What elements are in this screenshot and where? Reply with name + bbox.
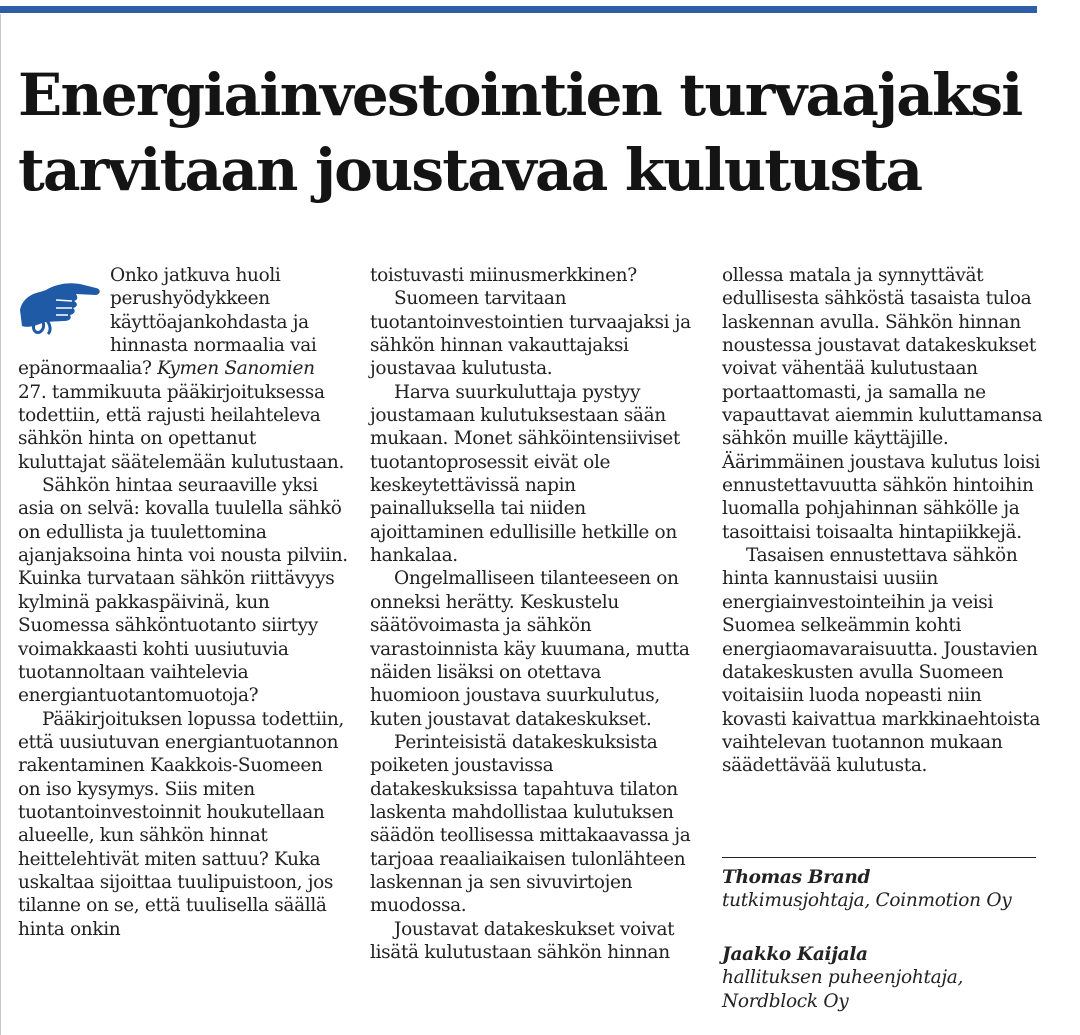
paragraph-text: Onko jatkuva huoli perushyödykkeen käyttöajankohdasta ja hinnasta normaalia vai epänormaalia? [18, 265, 317, 380]
paragraph: ollessa matala ja synnyttävät edullisesta sähköstä tasaista tuloa laskennan avulla. Sähkön hinnan noustessa joustavat datakeskukset voivat vähentää kulutustaan portaattomasti, ja samalla ne vapauttavat aiemmin kuluttamansa sähkön muille käyttäjille. Äärimmäinen joustava kulutus loisi ennustettavuutta sähkön hintoihin luomalla pohjahinnan sähkölle ja tasoittaisi toisaalta hintapiikkejä. [722, 265, 1043, 543]
paragraph: Harva suurkuluttaja pystyy joustamaan kulutuksestaan sään mukaan. Monet sähköintensiiviset tuotantoprosessit eivät ole keskeytettävissä napin painalluksella tai niiden ajoittaminen edullisille hetkille on hankalaa. [370, 381, 680, 567]
paragraph [18, 264, 348, 474]
article-column-1 [18, 264, 348, 941]
author-signature [722, 943, 1052, 1013]
source-name: Kymen Sanomien [157, 358, 315, 380]
headline: Energiainvestointien turvaajaksi tarvitaan joustavaa kulutusta [18, 61, 1022, 204]
byline-divider [722, 857, 1036, 858]
author-name: Jaakko Kaijala [722, 944, 868, 965]
author-role: tutkimusjohtaja, Coinmotion Oy [722, 890, 1012, 912]
paragraph: Tasaisen ennustettava sähkön hinta kannustaisi uusiin energiainvestointeihin ja veisi Suomea selkeämmin kohti energiaomavaraisuutta. Joustavien datakeskusten avulla Suomeen voitaisiin luoda nopeasti niin kovasti kaivattua markkinaehtoista vaihtelevan tuotannon mukaan säädettävää kulutusta. [722, 545, 1040, 777]
article-column-3 [722, 264, 1048, 778]
top-accent-bar [0, 6, 1037, 13]
paragraph: toistuvasti miinusmerkkinen? [370, 265, 637, 286]
author-role: hallituksen puheenjohtaja, Nordblock Oy [722, 967, 964, 1012]
paragraph: Ongelmalliseen tilanteeseen on onneksi herätty. Keskustelu säätövoimasta ja sähkön varastoinnista käy kuumana, mutta näiden lisäksi on otettava huomioon joustava suurkulutus, kuten joustavat datakeskukset. [370, 568, 690, 730]
paragraph: Joustavat datakeskukset voivat lisätä kulutustaan sähkön hinnan [370, 918, 675, 963]
paragraph: Perinteisistä datakeskuksista poiketen joustavissa datakeskuksissa tapahtuva tilaton laskenta mahdollistaa kulutuksen säädön teollisessa mittakaavassa ja tarjoaa reaaliaikaisen tulonlähteen laskennan ja sen sivuvirtojen muodossa. [370, 731, 691, 917]
paragraph: Sähkön hintaa seuraaville yksi asia on selvä: kovalla tuulella sähkö on edullista ja tuulettomina ajanjaksoina hinta voi nousta pilviin. Kuinka turvataan sähkön riittävyys kylminä pakkaspäivinä, kun Suomessa sähköntuotanto siirtyy voimakkaasti kohti uusiutuvia tuotannoltaan vaihtelevia energiantuotantomuotoja? [18, 475, 348, 707]
article-column-2 [370, 264, 696, 964]
paragraph-text: 27. tammikuuta pääkirjoituksessa todettiin, että rajusti heilahteleva sähkön hinta on opettanut kuluttajat säätelemään kulutustaan. [18, 381, 344, 473]
pointing-hand-icon [16, 270, 102, 336]
author-name: Thomas Brand [722, 867, 871, 888]
column-divider [0, 14, 1, 1035]
paragraph: Suomeen tarvitaan tuotantoinvestointien turvaajaksi ja sähkön hinnan vakauttajaksi joustavaa kulutusta. [370, 288, 691, 380]
author-signature [722, 866, 1052, 913]
paragraph: Pääkirjoituksen lopussa todettiin, että uusiutuvan energiantuotannon rakentaminen Kaakkois-Suomeen on iso kysymys. Siis miten tuotantoinvestoinnit houkutellaan alueelle, kun sähkön hinnat heittelehtivät miten sattuu? Kuka uskaltaa sijoittaa tuulipuistoon, jos tilanne on se, että tuulisella säällä hinta onkin [18, 708, 344, 940]
